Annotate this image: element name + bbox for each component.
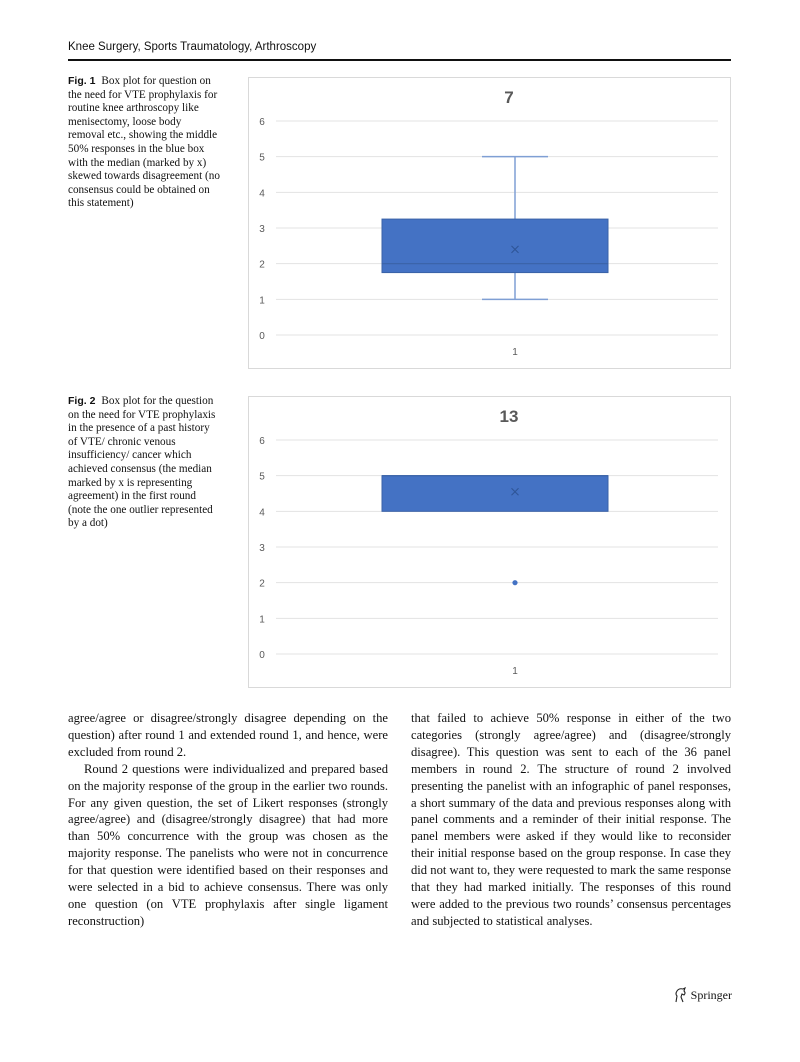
publisher-footer [673, 987, 732, 1003]
chart-title: 7 [504, 88, 514, 107]
y-tick-label: 0 [259, 331, 265, 342]
y-tick-label: 4 [259, 188, 265, 200]
x-category-label: 1 [512, 666, 518, 677]
y-tick-label: 6 [259, 436, 265, 447]
journal-header: Knee Surgery, Sports Traumatology, Arthroscopy [68, 41, 317, 53]
figure-2-chart [248, 396, 731, 688]
body-paragraph: Round 2 questions were individualized and prepared based on the majority response of the group in the earlier two rounds. For any given question, the set of Likert responses (strongly agree/agree) and (disagree/strongly disagree) that had more than 50% concurrence with the group was chosen as the majority response. The panelists who were not in concurrence for that question were identified based on their responses and were selected in a bid to achieve consensus. There was only one question (on VTE prophylaxis after single ligament reconstruction) [68, 761, 388, 928]
outlier-point [512, 580, 517, 585]
y-tick-label: 2 [259, 259, 265, 271]
figure-2-caption-text: Box plot for the question on the need for VTE prophylaxis in the presence of a past history of VTE/ chronic venous insufficiency/ cancer which achieved consensus (the median marked by x is representing agreement) in the first round (note the one outlier represented by a dot) [68, 395, 216, 530]
springer-horse-icon [673, 987, 687, 1003]
box-plot-1 [248, 77, 731, 369]
iqr-box [382, 476, 608, 512]
body-paragraph: that failed to achieve 50% response in either of the two categories (strongly agree/agree) and (disagree/strongly disagree). This question was sent to each of the 36 panel members in round 2. The structure of round 2 involved presenting the panelist with an infographic of panel responses, a short summary of the data and previous responses along with panel comments and a reminder of their initial response. The panel members were asked if they would like to reconsider their initial response based on the group response. In case they did not want to, they were requested to mark the same response that they had marked initially. The responses of this round were added to the previous two rounds’ consensus percentages and subjected to statistical analyses. [411, 711, 731, 928]
y-tick-label: 5 [259, 152, 265, 164]
x-category-label: 1 [512, 347, 518, 358]
body-paragraph: agree/agree or disagree/strongly disagree depending on the question) after round 1 and extended round 1, and hence, were excluded from round 2. [68, 711, 388, 759]
body-right-column [411, 710, 731, 930]
y-tick-label: 0 [259, 650, 265, 661]
body-left-column [68, 710, 388, 930]
y-tick-label: 3 [259, 224, 265, 235]
iqr-box [382, 219, 608, 272]
figure-1-caption-text: Box plot for question on the need for VTE prophylaxis for routine knee arthroscopy like menisectomy, loose body removal etc., showing the middle 50% responses in the blue box with the median (marked by x) skewed towards disagreement (no consensus could be obtained on this statement) [68, 75, 220, 210]
publisher-name: Springer [690, 987, 732, 1002]
y-tick-label: 4 [259, 507, 265, 519]
y-tick-label: 1 [259, 614, 265, 626]
y-tick-label: 3 [259, 543, 265, 554]
figure-1-chart [248, 77, 731, 369]
y-tick-label: 1 [259, 295, 265, 307]
figure-1-label: Fig. 1 [68, 75, 96, 87]
figure-1-caption [68, 75, 220, 211]
box-plot-2 [248, 396, 731, 688]
y-tick-label: 2 [259, 578, 265, 590]
figure-2-caption [68, 395, 220, 531]
y-tick-label: 6 [259, 117, 265, 128]
figure-2-label: Fig. 2 [68, 395, 96, 407]
chart-title: 13 [499, 407, 519, 426]
header-rule [68, 59, 731, 61]
y-tick-label: 5 [259, 471, 265, 483]
